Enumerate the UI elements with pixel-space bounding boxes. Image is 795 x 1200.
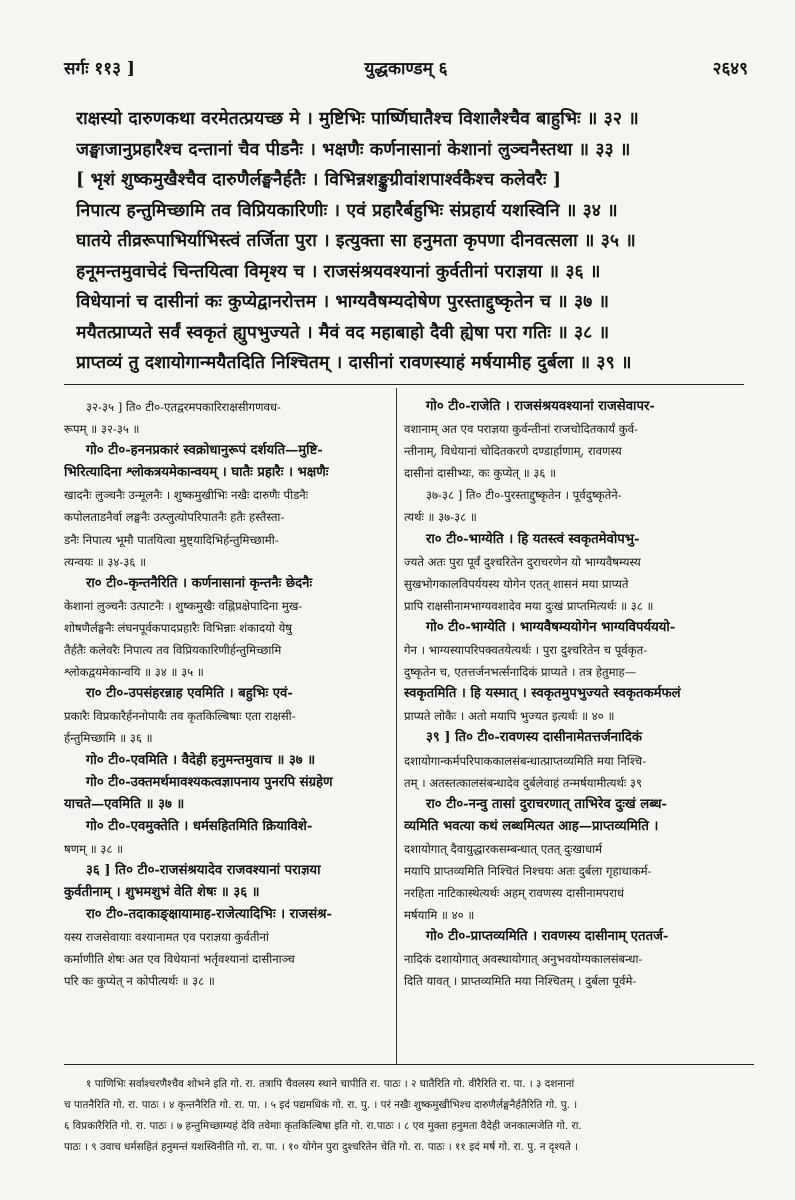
commentary-line: ३६ ] ति० टी०-राजसंश्रयादेव राजवश्यानां पराज्ञया (86, 862, 321, 878)
commentary-line: रा० टी०-नन्वु तासां दुराचरणात् ताभिरेव दुःखं लब्ध- (426, 796, 667, 812)
footnotes (64, 1074, 754, 1158)
commentary-line: ज्यते अतः पुरा पूर्वं दुश्चरितेन दुराचरणेन यो भाग्यवैषम्यस्य (404, 554, 641, 569)
verse-divider-rule (64, 384, 744, 385)
verse-line: प्राप्तव्यं तु दशायोगान्मयैतदिति निश्चितम् । दासीनां रावणस्याहं मर्षयामीह दुर्बला ॥ ३९ ॥ (76, 353, 632, 373)
commentary-line: प्रकारैः विप्रकारैर्हननोपायैः तव कृतकिल्बिषाः एता राक्षसी- (64, 709, 296, 724)
commentary-line: स्वकृतमिति । हि यस्मात् । स्वकृतमुपभुज्यते स्वकृतकर्मफलं (404, 686, 681, 702)
verse-line: विधेयानां च दासीनां कः कुप्येद्वानरोत्तम । भाग्यवैषम्यदोषेण पुरस्ताद्दुष्कृतेन च ॥ ३७ ॥ (76, 292, 610, 312)
footnote-line: पाठः । ९ उवाच धर्मसहितं हनुमन्तं यशस्विनीति गो. रा. पा. । १० योगेन पुरा दुश्चरितेन चेति गो. रा. पाठः । ११ इदं मर्ष गो. रा. पु. न दृश्यते । (64, 1141, 578, 1153)
commentary-line: नादिकं दशायोगात् अवस्थायोगात् अनुभवयोग्यकालसंबन्धा- (404, 952, 643, 967)
commentary-line: डनैः निपात्य भूमौ पातयित्वा मुष्ट्यादिभिर्हन्तुमिच्छामी- (64, 532, 279, 547)
commentary-line: केशानां लुञ्चनैः उत्पाटनैः । शुष्कमुखैः वह्निप्रक्षेपादिना मुख- (64, 598, 303, 613)
book-title: युद्धकाण्डम् ६ (364, 59, 448, 79)
commentary-line: ३२-३५ ] ति० टी०-एतद्वरमपकारिराक्षसीगणवध- (86, 400, 281, 414)
commentary-line: मयापि प्राप्तव्यमिति निश्चितं निश्चयः अतः दुर्बला गृहाधाकर्म- (404, 863, 652, 878)
commentary-line: कपोलताडनैर्वा लङ्घनैः उत्प्लुत्योपरिपातनैः हतैः हस्तैस्ता- (64, 510, 285, 525)
commentary-line: कर्माणीति शेषः अत एव विधेयानां भर्तृवश्यानां दासीनाञ्च (64, 952, 295, 967)
commentary-line: रा० टी०-तदाकाङ्क्षायामाह-राजेत्यादिभिः । राजसंश्र- (86, 907, 332, 923)
commentary-line: दशायोगान्कर्मपरिपाककालसंबन्धात्प्राप्तव्यमिति मया निश्चि- (404, 753, 647, 768)
commentary-line: खादनैः लुञ्चनैः उन्मूलनैः । शुष्कमुखीभिः नखैः दारुणैः पीडनैः (64, 488, 309, 503)
footnote-divider-rule (64, 1064, 754, 1065)
commentary-line: गो० टी०-प्राप्तव्यमिति । रावणस्य दासीनाम् एततर्ज- (426, 929, 669, 945)
commentary-line: व्यमिति भवत्या कथं लब्धमित्यत आह—प्राप्तव्यमिति । (404, 818, 659, 834)
verse-line: [ भृशं शुष्कमुखैश्चैव दारुणैर्लङ्घनैर्हतैः । विभिन्नशङ्कुग्रीवांशपार्श्वकैश्च कलेवरैः ] (76, 170, 562, 190)
commentary-line: रा० टी०-उपसंहरन्नाह एवमिति । बहुभिः एवं- (86, 686, 293, 702)
footnote-line: च पातनैरिति गो. रा. पाठः । ४ कृन्तनैरिति गो. रा. पा. । ५ इदं पद्यमधिकं गो. रा. पु. । परं नखैः शुष्कमुखीभिश्च दारुणैर्लङ्घनैर्हतैरिति गो. पु. । (64, 1099, 578, 1111)
commentary-line: सुखभोगकालविपर्ययस्य योगेन एतत् शासनं मया प्राप्यते (404, 576, 629, 591)
commentary-line: गो० टी०-राजेति । राजसंश्रयवश्यानां राजसेवापर- (426, 399, 655, 414)
commentary-line: कुर्वतीनाम् । शुभमशुभं वेति शेषः ॥ ३६ ॥ (64, 885, 260, 901)
commentary-line: न्तीनाम्, विधेयानां चोदितकरणे दण्डार्हाणाम्, रावणस्य (404, 444, 622, 459)
commentary-line: प्रापि राक्षसीनामभाग्यवशादेव मया दुःखं प्राप्तमित्यर्थः ॥ ३८ ॥ (404, 598, 654, 613)
commentary-line: प्राप्यते लोकैः । अतो मयापि भुज्यत इत्यर्थः ॥ ४० ॥ (404, 709, 615, 724)
commentary-line: परि कः कुप्येत् न कोपीत्यर्थः ॥ ३८ ॥ (64, 974, 215, 989)
commentary-line: वशानाम् अत एव पराज्ञया कुर्वन्तीनां राजचोदितकार्यं कुर्व- (404, 422, 638, 437)
commentary-line: यस्य राजसेवायाः वश्यानामत एव पराज्ञया कुर्वतीनां (64, 930, 269, 945)
commentary-line: गो० टी०-एवमिति । वैदेही हनुमन्तमुवाच ॥ ३७ ॥ (86, 752, 316, 768)
commentary-line: तम् । अतस्तत्कालसंबन्धादेव दुर्बलेवाहं तन्मर्षयामीत्यर्थः ३९ (404, 775, 642, 790)
commentary-line: भिरित्यादिना श्लोकत्रयमेकान्वयम् । घातैः प्रहारैः । भक्षणैः (64, 465, 329, 481)
verse-line: निपात्य हन्तुमिच्छामि तव विप्रियकारिणीः । एवं प्रहारैर्बहुभिः संप्रहार्य यशस्विनि ॥ ३४ ॥ (76, 200, 618, 221)
commentary-line: नरहिता नाटिकास्थेत्यर्थः अहम् रावणस्य दासीनामपराधं (404, 886, 624, 901)
verse-line: घातये तीव्ररूपाभिर्याभिस्त्वं तर्जिता पुरा । इत्युक्ता सा हनुमता कृपणा दीनवत्सला ॥ ३५ ॥ (76, 231, 636, 251)
commentary-line: त्यन्वयः ॥ ३४-३६ ॥ (64, 554, 147, 569)
verse-block (76, 104, 746, 379)
commentary-line: शोषणैर्लङ्घनैः लंघनपूर्वकपादप्रहारैः विभिन्नाः शंकादयो येषु (64, 620, 293, 635)
commentary-line: ३९ ] ति० टी०-रावणस्य दासीनामेतत्तर्जनादिकं (426, 730, 643, 746)
verse-line: मयैतत्प्राप्यते सर्वं स्वकृतं ह्युपभुज्यते । मैवं वद महाबाहो दैवी ह्येषा परा गतिः ॥ ३८ ॥ (76, 322, 610, 343)
commentary-left-column (64, 396, 389, 1058)
commentary-line: गो० टी०-उक्तमर्थमावश्यकत्वज्ञापनाय पुनरपि संग्रहेण (86, 774, 333, 790)
verse-line: हनूमन्तमुवाचेदं चिन्तयित्वा विमृश्य च । राजसंश्रयवश्यानां कुर्वतीनां पराज्ञया ॥ ३६ ॥ (76, 261, 601, 282)
footnote-line: १ पाणिभिः सर्वाश्चरणैश्चैव शोभने इति गो. रा. तत्रापि चैवलस्य स्थाने चापीति रा. पाठः । २ घातैरिति गो. वीरैरिति रा. पा. । ३ दशनानां (86, 1078, 575, 1090)
commentary-line: दासीनां दासीभ्यः, कः कुप्येत् ॥ ३६ ॥ (404, 466, 557, 481)
commentary-line: गो० टी०-भाग्येति । भाग्यवैषम्ययोगेन भाग्यविपर्यययो- (426, 619, 676, 635)
commentary-line: दशायोगात् दैवायुद्धारकसम्बन्धात् एतत् दुःखाधार्म (404, 841, 603, 856)
commentary-line: दुष्कृतेन च, एतत्तर्जनभर्त्सनादिकं प्राप्यते । तत्र हेतुमाह— (404, 665, 637, 680)
commentary-line: गो० टी०-एवमुक्तेति । धर्मसहितमिति क्रियाविशे- (86, 818, 313, 834)
footnote-line: ६ विप्रकारैरिति गो. रा. पाठः । ७ हन्तुमिच्छाम्यहं देवि तवेमाः कृतकिल्बिषा इति गो. रा.पाठः । ८ एव मुक्ता हनुमता वैदेही जनकात्मजेति गो. रा. (64, 1120, 582, 1132)
commentary-line: षणम् ॥ ३८ ॥ (64, 841, 124, 856)
commentary-line: र्हन्तुमिच्छामि ॥ ३६ ॥ (64, 731, 153, 746)
commentary-line: रा० टी०-कृन्तनैरिति । कर्णनासानां कृन्तनैः छेदनैः (86, 575, 313, 591)
verse-line: राक्षस्यो दारुणकथा वरमेतत्प्रयच्छ मे । मुष्टिभिः पार्ष्णिघातैश्च विशालैश्चैव बाहुभिः ॥ ३२ ॥ (76, 109, 639, 129)
page-header (64, 56, 748, 86)
commentary-line: मर्षयामि ॥ ४० ॥ (404, 908, 475, 923)
commentary-line: श्लोकद्वयमेकान्वयि ॥ ३४ ॥ ३५ ॥ (64, 665, 204, 680)
commentary-line: ३७-३८ ] ति० टी०-पुरस्ताद्दुष्कृतेन । पूर्वदुष्कृतेने- (426, 488, 622, 503)
commentary-line: तैर्हतैः कलेवरैः निपात्य तव विप्रियकारिणीर्हन्तुमिच्छामि (64, 643, 282, 658)
commentary-line: याचते—एवमिति ॥ ३७ ॥ (64, 796, 185, 812)
commentary-line: गेन । भाग्यस्यापरिपक्वतयेत्यर्थः । पुरा दुश्चरितेन च पूर्वकृत- (404, 643, 648, 658)
commentary-right-column (404, 396, 744, 1058)
commentary-line: गो० टी०-हननप्रकारं स्वक्रोधानुरूपं दर्शयति—मुष्टि- (86, 443, 323, 459)
column-divider (396, 388, 397, 1064)
commentary-line: रूपम् ॥ ३२-३५ ॥ (64, 422, 140, 437)
commentary-line: रा० टी०-भाग्येति । हि यतस्त्वं स्वकृतमेवोपभु- (426, 531, 640, 547)
chapter-marker: सर्गः ११३ ] (64, 59, 135, 79)
page-number: २६४९ (712, 59, 748, 79)
commentary-line: त्यर्थः ॥ ३७-३८ ॥ (404, 510, 477, 525)
commentary-line: दिति यावत् । प्राप्तव्यमिति मया निश्चितम् । दुर्बला पूर्वमे- (404, 974, 637, 989)
verse-line: जङ्घाजानुप्रहारैश्च दन्तानां चैव पीडनैः । भक्षणैः कर्णनासानां केशानां लुञ्चनैस्तथा ॥ ३३ ॥ (76, 139, 631, 160)
